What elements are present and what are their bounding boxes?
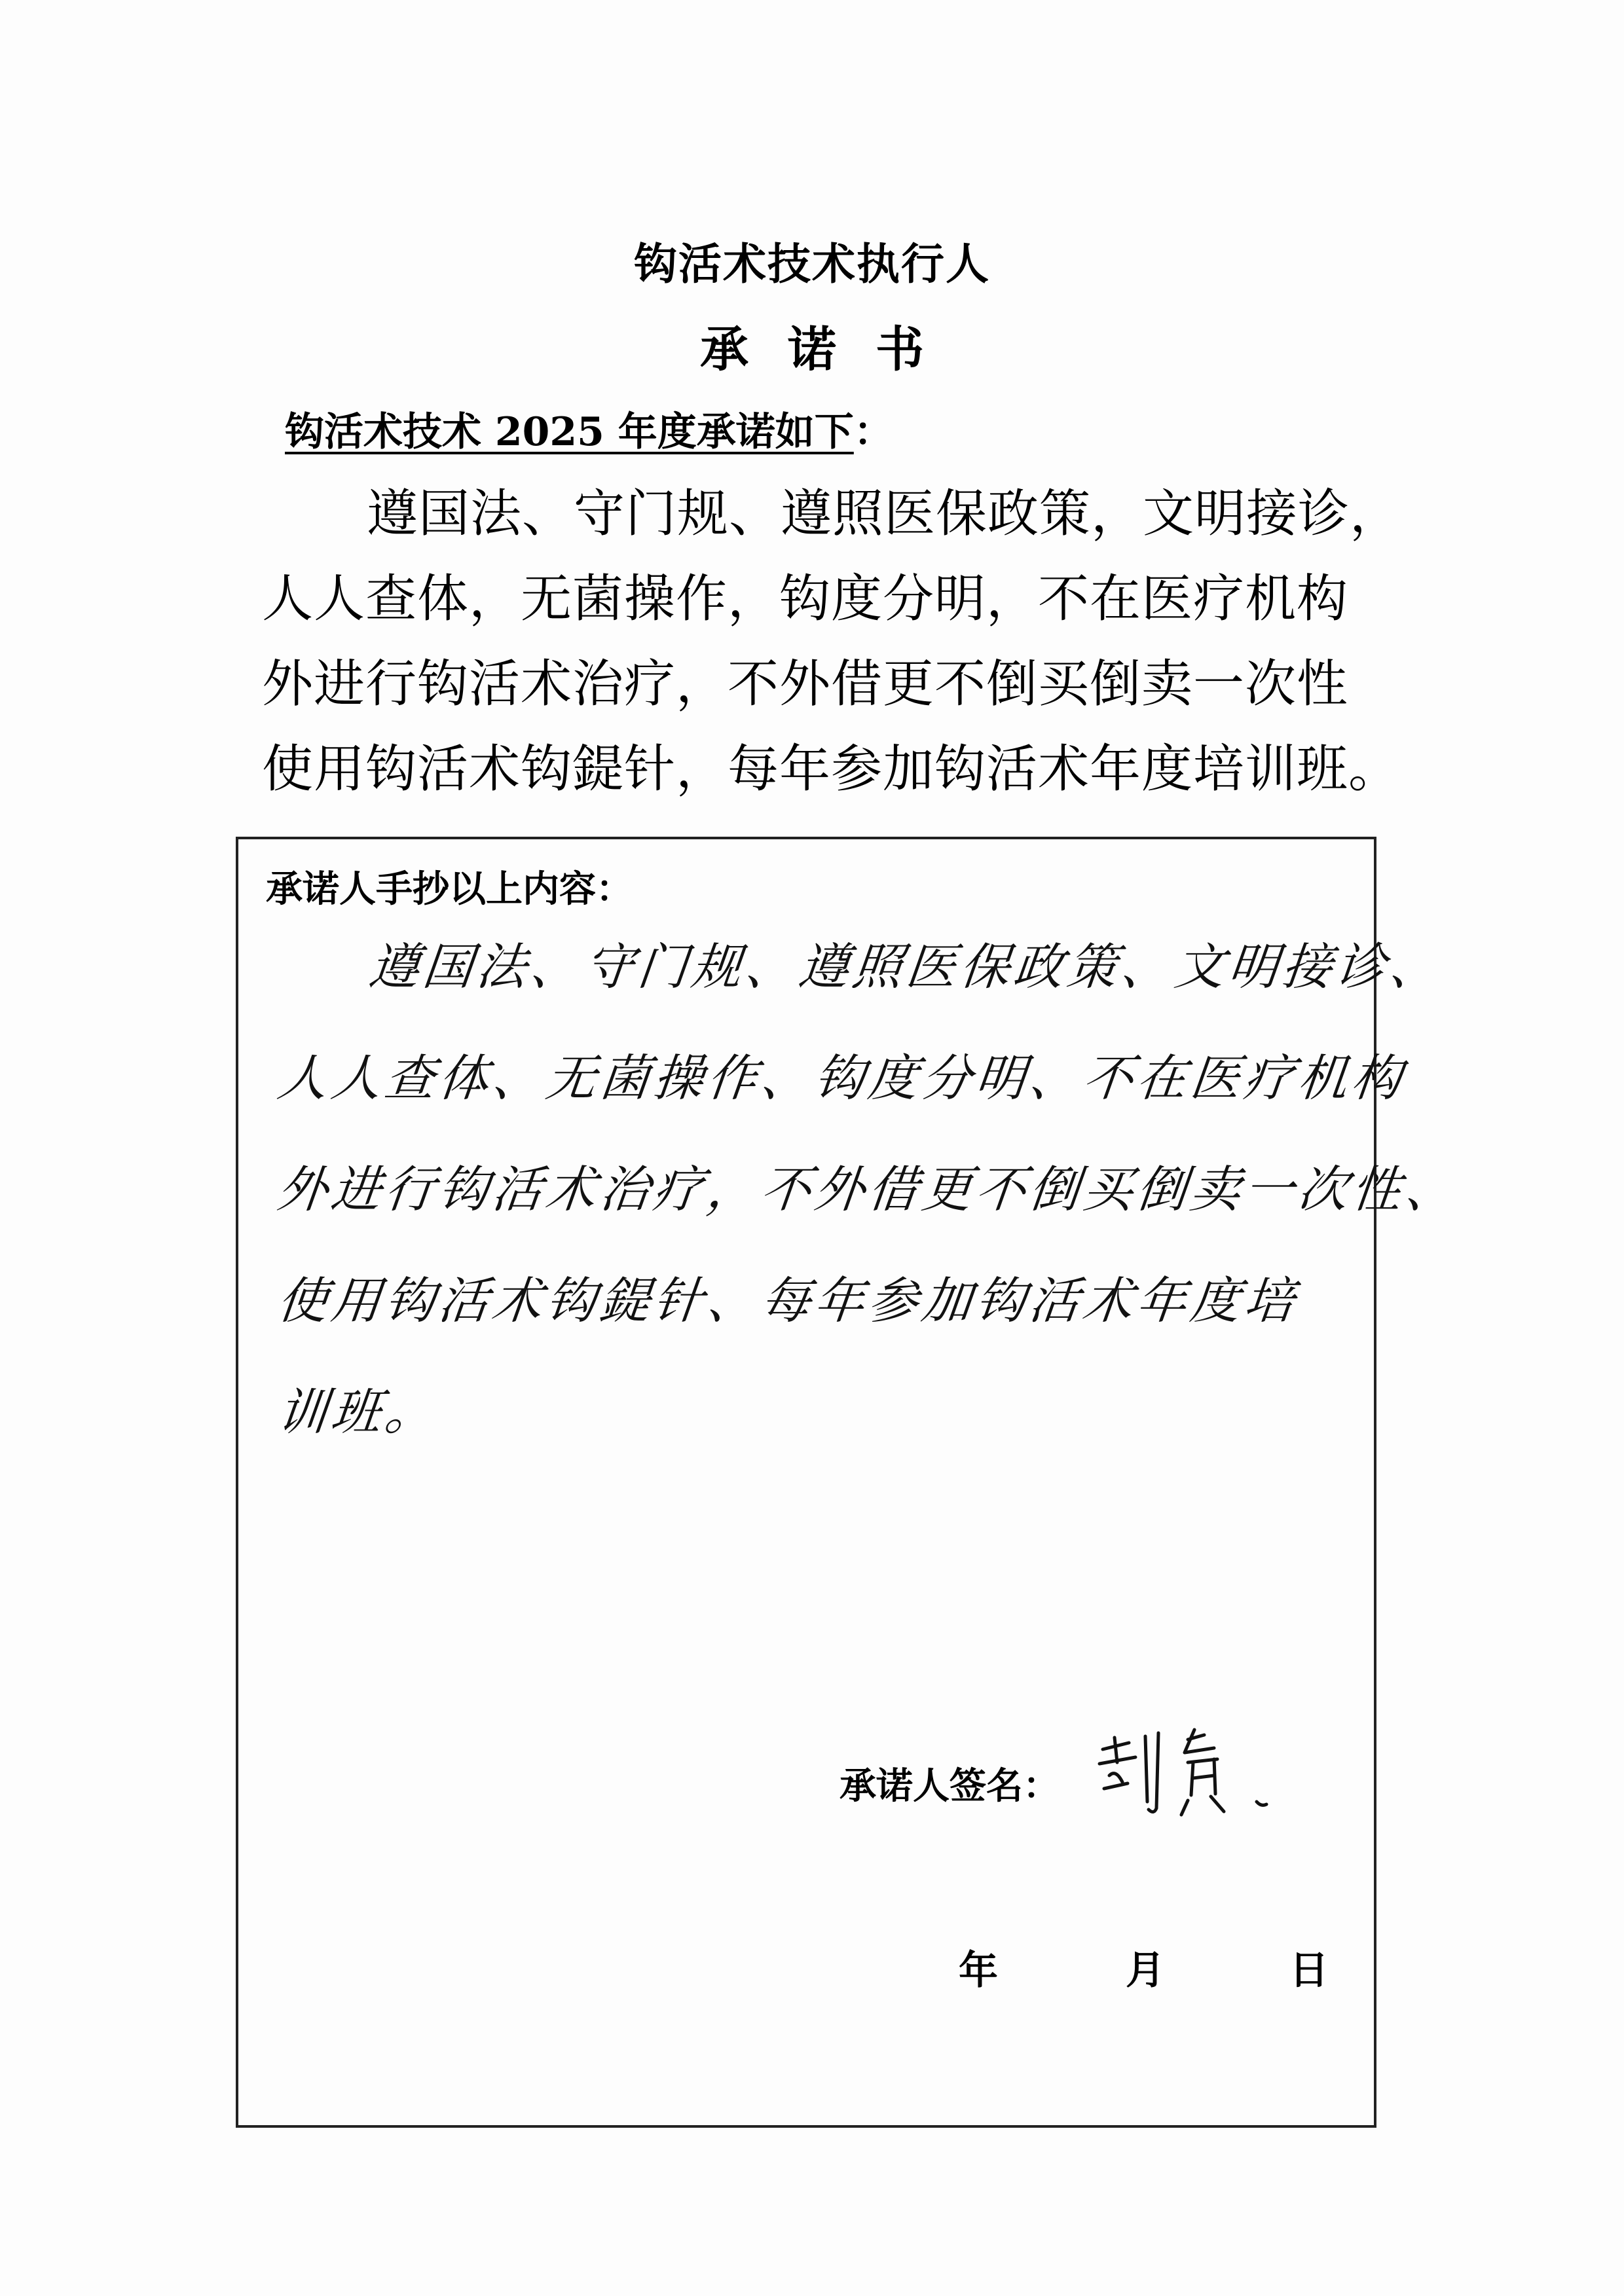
intro-heading xyxy=(285,401,893,457)
pledge-body xyxy=(262,471,1414,812)
pledge-line: 外进行钩活术治疗，不外借更不倒买倒卖一次性 xyxy=(262,655,1349,714)
intro-colon: ： xyxy=(853,409,893,455)
pledge-line: 人人查体，无菌操作，钩度分明，不在医疗机构 xyxy=(262,570,1349,629)
handwritten-line: 外进行钩活术治疗，不外借更不倒买倒卖一次性、 xyxy=(274,1160,1462,1218)
handwritten-copy xyxy=(274,911,1462,1468)
pledge-line: 使用钩活术钩鍉针，每年参加钩活术年度培训班。 xyxy=(262,740,1401,799)
intro-text: 钩活术技术 2025 年度承诺如下 xyxy=(285,409,854,455)
date-month-label: 月 xyxy=(1126,1948,1165,1994)
handwritten-line: 使用钩活术钩鍉针、每年参加钩活术年度培 xyxy=(274,1271,1301,1330)
date-day-label: 日 xyxy=(1289,1948,1329,1994)
pledge-line: 遵国法、守门规、遵照医保政策，文明接诊， xyxy=(367,484,1402,543)
handwritten-signature xyxy=(1090,1723,1286,1821)
handwritten-line: 训班。 xyxy=(274,1383,442,1441)
document-title: 钩活术技术执行人 xyxy=(634,238,990,289)
date-year-label: 年 xyxy=(959,1948,998,1994)
document-subtitle: 承诺书 xyxy=(700,321,963,378)
handwritten-line: 人人查体、无菌操作、钩度分明、不在医疗机构 xyxy=(274,1049,1409,1107)
signature-label: 承诺人签名： xyxy=(840,1765,1060,1808)
handwritten-line: 遵国法、守门规、遵照医保政策、文明接诊、 xyxy=(366,938,1447,996)
date-row xyxy=(959,1939,1329,1994)
handwritten-copy-box xyxy=(236,837,1462,2128)
copy-box-label: 承诺人手抄以上内容： xyxy=(266,868,633,911)
